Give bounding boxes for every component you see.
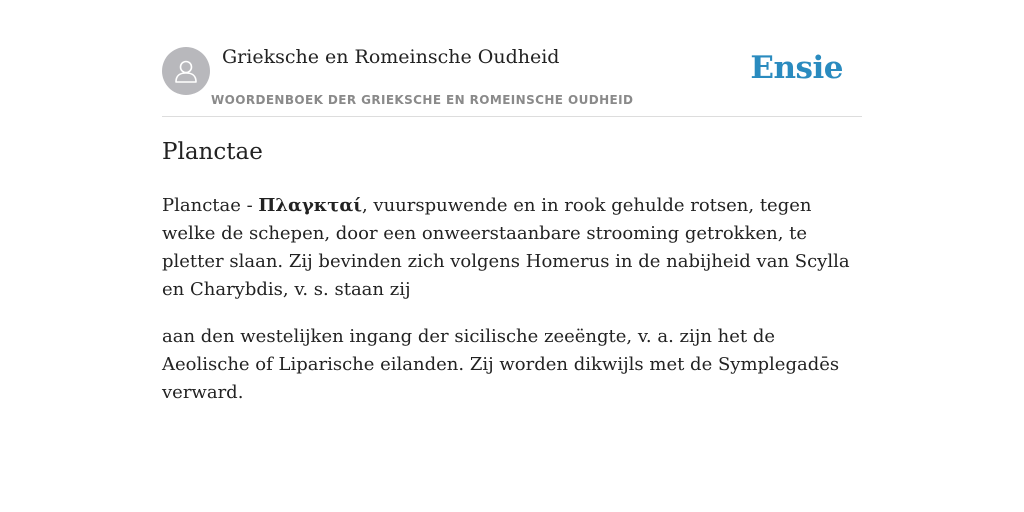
- ensie-logo[interactable]: Ensie: [750, 50, 843, 86]
- entry-text: , vuurspuwende en in rook gehulde rotsen, tegen welke de schepen, door een onweerstaanbare strooming getrokken, te pletter slaan. Zij bevinden zich volgens Homerus in de nabijheid van Scylla en Charybdis, v. s. staan zij: [162, 195, 850, 300]
- page-container: [162, 0, 862, 403]
- entry-paragraph-2: aan den westelijken ingang der sicilische zeeëngte, v. a. zijn het de Aeolische of Liparische eilanden. Zij worden dikwijls met de Symplegadēs verward.: [162, 326, 840, 403]
- entry-paragraph-1: [162, 192, 862, 304]
- source-title[interactable]: Grieksche en Romeinsche Oudheid: [222, 46, 560, 68]
- user-silhouette-icon: [172, 57, 200, 85]
- entry-title: Planctae: [162, 139, 263, 165]
- source-header: [162, 0, 862, 117]
- greek-term: Πλαγκταί: [258, 195, 362, 216]
- source-avatar[interactable]: [162, 47, 210, 95]
- source-subtitle[interactable]: WOORDENBOEK DER GRIEKSCHE EN ROMEINSCHE OUDHEID: [211, 93, 634, 107]
- entry-lead: Planctae -: [162, 195, 259, 216]
